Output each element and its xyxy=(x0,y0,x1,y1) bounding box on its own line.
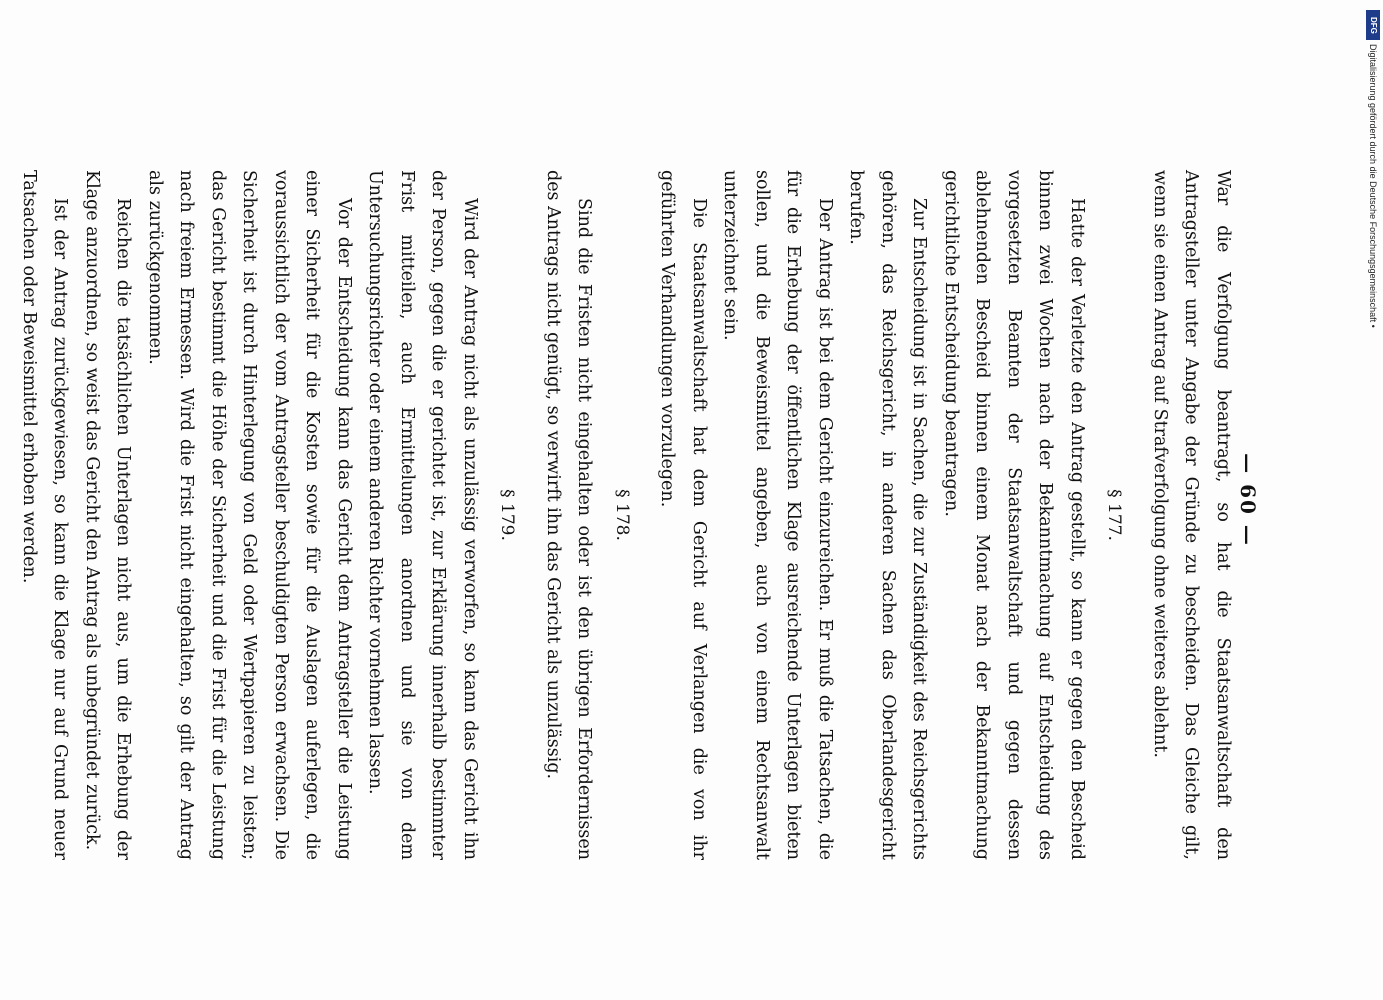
section-heading-178: § 178. xyxy=(612,489,632,541)
paragraph: Der Antrag ist bei dem Gericht einzureichen. Er muß die Tatsachen, die für die Erhebung der öffentlichen Klage ausreichende Unterlagen bieten sollen, und die Beweismittel angeben, auch von einem Rechtsanwalt unterzeichnet sein. xyxy=(720,170,835,860)
dfg-logo: DFG xyxy=(1366,10,1380,40)
paragraph: Wird der Antrag nicht als unzulässig verworfen, so kann das Gericht ihn der Person, gegen die er gerichtet ist, zur Erklärung innerhalb bestimmter Frist mitteilen, auch Ermittelungen anordnen und sie von dem Untersuchungsrichter oder einem anderen Richter vornehmen lassen. xyxy=(365,170,480,860)
document-body xyxy=(0,170,1238,860)
paragraph: Reichen die tatsächlichen Unterlagen nicht aus, um die Erhebung der Klage anzuordnen, so weist das Gericht den Antrag als unbegründet zurück. xyxy=(82,170,134,860)
paragraph: Ist der Antrag zurückgewiesen, so kann die Klage nur auf Grund neuer Tatsachen oder Beweismittel erhoben werden. xyxy=(19,170,71,860)
credit-text: Digitalisierung gefördert durch die Deutsche Forschungsgemeinschaft • xyxy=(1368,44,1378,328)
section-heading-177: § 177. xyxy=(1104,489,1125,541)
intro-paragraph: War die Verfolgung beantragt, so hat die Staatsanwaltschaft den Antragsteller unter Angabe der Gründe zu bescheiden. Das Gleiche gilt, wenn sie einen Antrag auf Strafverfolgung ohne weiteres ablehnt. xyxy=(1150,170,1233,860)
page-content xyxy=(19,140,1268,860)
section-heading-179: § 179. xyxy=(497,489,518,541)
paragraph: Die Staatsanwaltschaft hat dem Gericht auf Verlangen die von ihr geführten Verhandlungen vorzulegen. xyxy=(657,170,709,860)
rotated-page xyxy=(19,140,1268,860)
page-number: — 60 — xyxy=(1236,453,1260,547)
paragraph: Vor der Entscheidung kann das Gericht dem Antragsteller die Leistung einer Sicherheit für die Kosten sowie für die Auslagen auferlegen, die voraussichtlich der vom Antragsteller beschuldigten Person erwachsen. Die Sicherheit ist durch Hinterlegung von Geld oder Wertpapieren zu leisten; das Gericht bestimmt die Höhe der Sicherheit und die Frist für die Leistung nach freiem Ermessen. Wird die Frist nicht eingehalten, so gilt der Antrag als zurückgenommen. xyxy=(145,170,354,860)
paragraph: Hatte der Verletzte den Antrag gestellt, so kann er gegen den Bescheid binnen zwei Wochen nach der Bekanntmachung auf Entscheidung des vorgesetzten Beamten der Staatsanwaltschaft und gegen dessen ablehnenden Bescheid binnen einem Monat nach der Bekanntmachung gerichtliche Entscheidung beantragen. xyxy=(941,170,1087,860)
paragraph: Sind die Fristen nicht eingehalten oder ist den übrigen Erfordernissen des Antrags nicht genügt, so verwirft ihn das Gericht als unzulässig. xyxy=(543,170,595,860)
paragraph: Zur Entscheidung ist in Sachen, die zur Zuständigkeit des Reichsgerichts gehören, das Reichsgericht, in anderen Sachen das Oberlandesgericht berufen. xyxy=(846,170,930,860)
digitization-credit xyxy=(1366,10,1382,410)
